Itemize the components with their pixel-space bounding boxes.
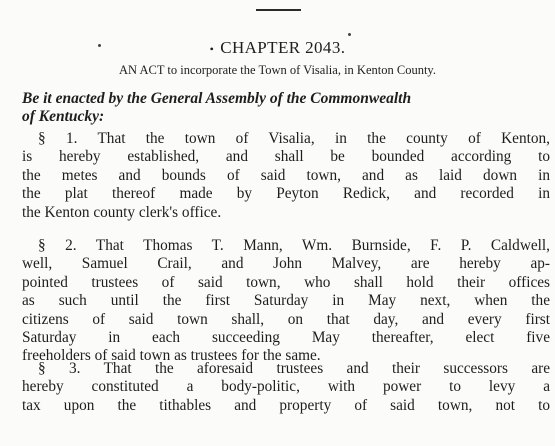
section-line: pointed trustees of said town, who shall hold their offices	[22, 273, 550, 291]
section-line: § 1. That the town of Visalia, in the county of Kenton,	[38, 130, 550, 147]
section-line: well, Samuel Crail, and John Malvey, are hereby ap-	[22, 255, 550, 273]
section-2	[22, 237, 550, 366]
bullet-mark: •	[209, 42, 215, 56]
chapter-heading-text: CHAPTER 2043.	[220, 38, 346, 57]
section-line: § 3. That the aforesaid trustees and their successors are	[38, 360, 550, 377]
enacting-clause	[22, 90, 550, 126]
speck-mark	[348, 33, 351, 36]
section-line: the metes and bounds of said town, and as laid down in	[22, 166, 550, 184]
section-line: is hereby established, and shall be bounded according to	[22, 148, 550, 166]
act-title: AN ACT to incorporate the Town of Visalia, in Kenton County.	[119, 63, 436, 77]
section-line: hereby constituted a body-politic, with power to levy a	[22, 378, 550, 396]
section-line: tax upon the tithables and property of said town, not to	[22, 396, 550, 414]
section-line: the plat thereof made by Peyton Redick, and recorded in	[22, 185, 550, 203]
chapter-heading	[0, 38, 555, 58]
section-line: § 2. That Thomas T. Mann, Wm. Burnside, F. P. Caldwell,	[38, 237, 550, 254]
section-line: the Kenton county clerk's office.	[22, 203, 222, 221]
section-line: Saturday in each succeeding May thereafter, elect five	[22, 329, 550, 347]
enacting-clause-line: of Kentucky:	[22, 108, 105, 125]
section-1	[22, 130, 550, 222]
section-line: citizens of said town shall, on that day, and every first	[22, 310, 550, 328]
enacting-clause-line: Be it enacted by the General Assembly of the Commonwealth	[22, 90, 412, 107]
top-rule	[256, 9, 301, 11]
section-line: as such until the first Saturday in May next, when the	[22, 292, 550, 310]
section-line: freeholders of said town as trustees for the same.	[22, 347, 321, 365]
section-3	[22, 360, 550, 415]
